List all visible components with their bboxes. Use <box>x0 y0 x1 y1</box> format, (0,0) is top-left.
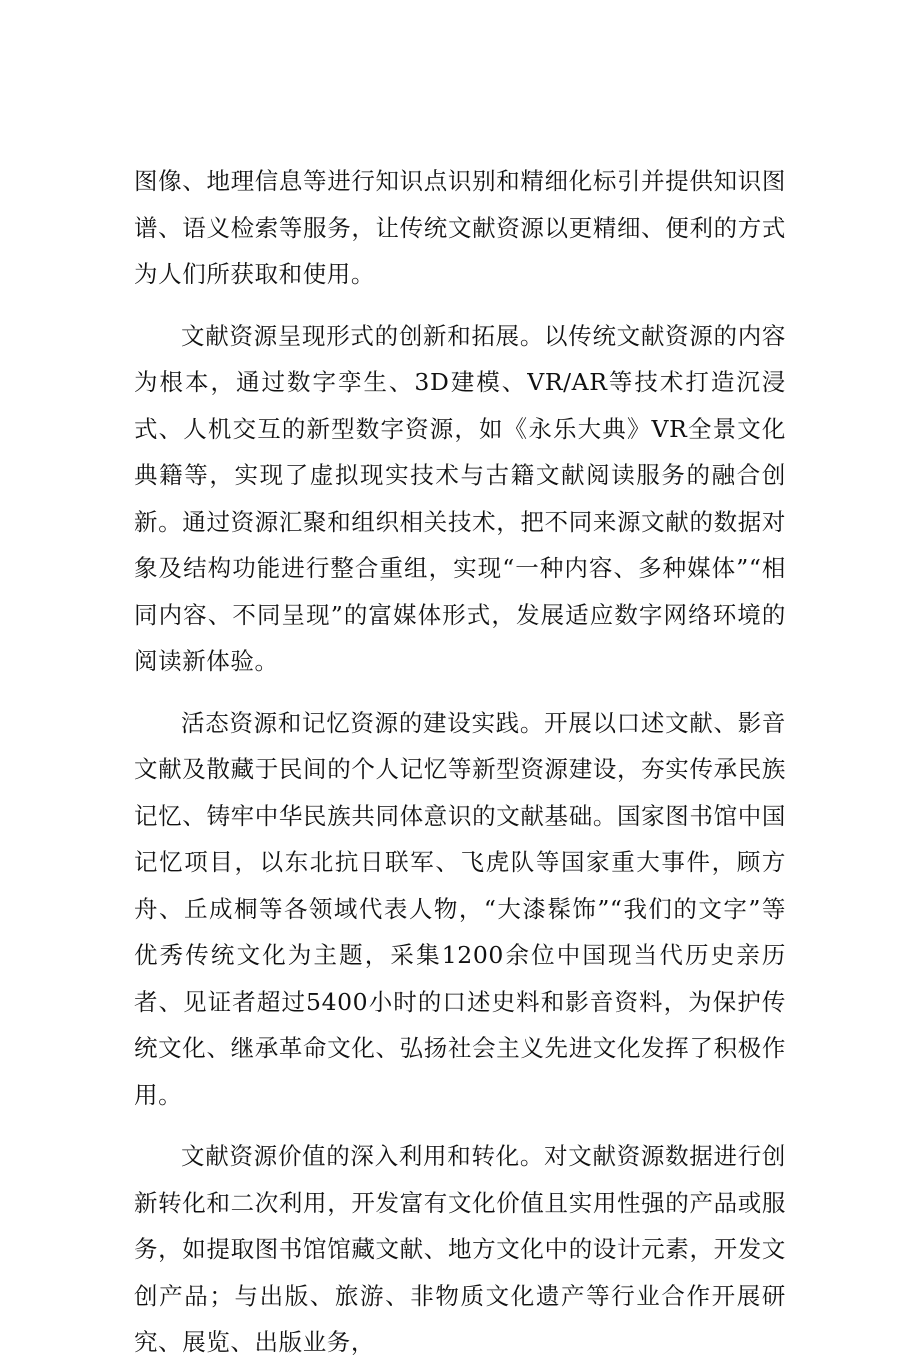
paragraph-continuation: 图像、地理信息等进行知识点识别和精细化标引并提供知识图谱、语义检索等服务，让传统文献资源以更精细、便利的方式为人们所获取和使用。 <box>134 167 786 288</box>
paragraph-memory-resources: 活态资源和记忆资源的建设实践。开展以口述文献、影音文献及散藏于民间的个人记忆等新型资源建设，夯实传承民族记忆、铸牢中华民族共同体意识的文献基础。国家图书馆中国记忆项目，以东北抗日联军、飞虎队等国家重大事件，顾方舟、丘成桐等各领域代表人物，“大漆髹饰”“我们的文字”等优秀传统文化为主题，采集1200余位中国现当代历史亲历者、见证者超过5400小时的口述史料和影音资料，为保护传统文化、继承革命文化、弘扬社会主义先进文化发挥了积极作用。 <box>134 708 786 1109</box>
paragraph-value-utilization: 文献资源价值的深入利用和转化。对文献资源数据进行创新转化和二次利用，开发富有文化价值且实用性强的产品或服务，如提取图书馆馆藏文献、地方文化中的设计元素，开发文创产品；与出版、旅游、非物质文化遗产等行业合作开展研究、展览、出版业务， <box>134 1142 786 1356</box>
paragraph-presentation-innovation: 文献资源呈现形式的创新和拓展。以传统文献资源的内容为根本，通过数字孪生、3D建模、VR/AR等技术打造沉浸式、人机交互的新型数字资源，如《永乐大典》VR全景文化典籍等，实现了虚拟现实技术与古籍文献阅读服务的融合创新。通过资源汇聚和组织相关技术，把不同来源文献的数据对象及结构功能进行整合重组，实现“一种内容、多种媒体”“相同内容、不同呈现”的富媒体形式，发展适应数字网络环境的阅读新体验。 <box>134 321 786 675</box>
